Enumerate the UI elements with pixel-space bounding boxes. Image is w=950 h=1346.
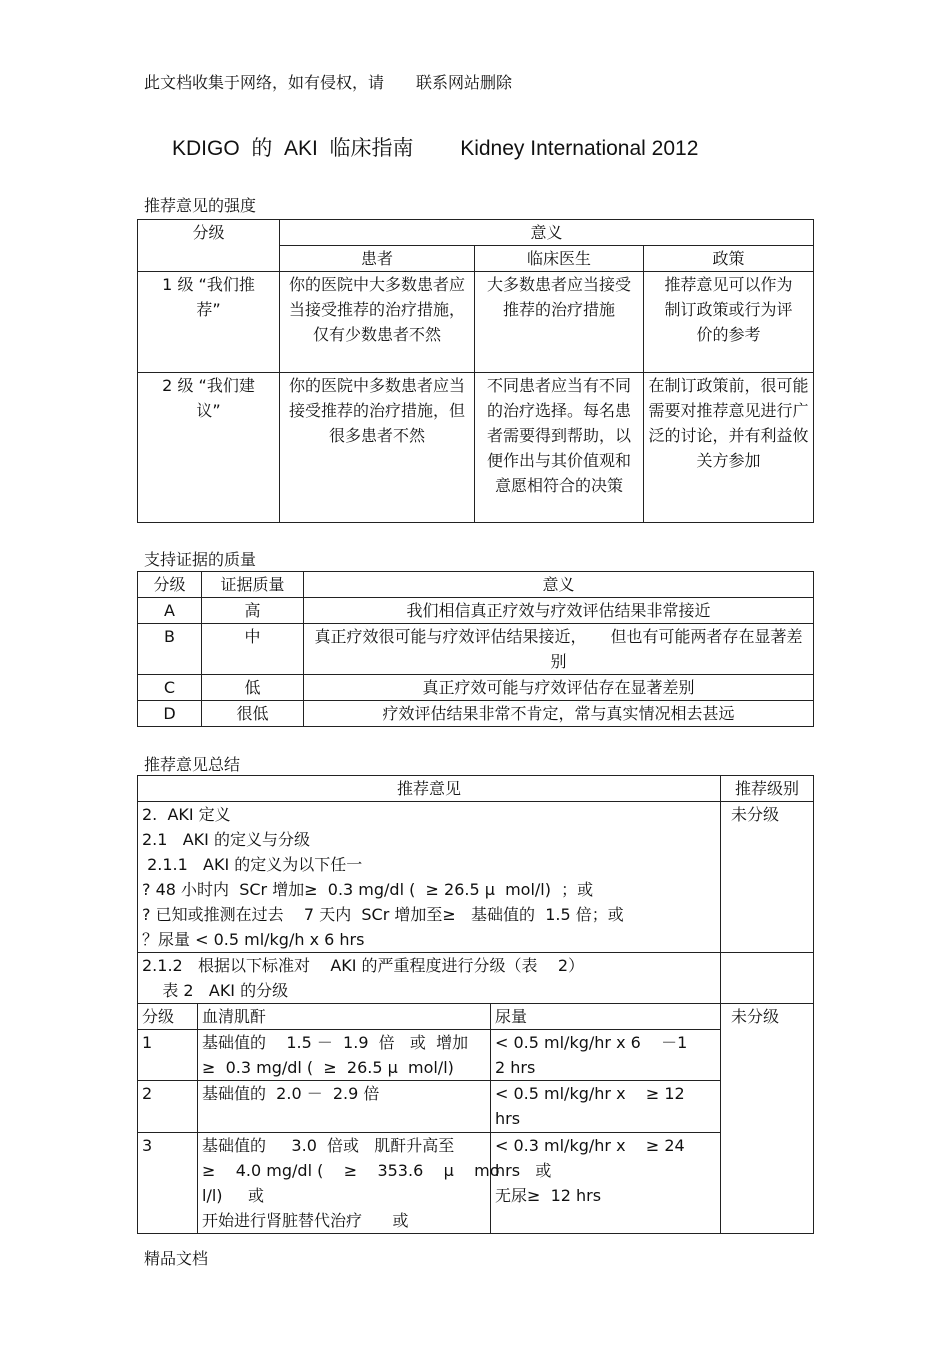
footer-text: 精品文档	[144, 1249, 209, 1268]
header-scr: 血清肌酐	[198, 1004, 491, 1030]
header-recommendation: 推荐意见	[138, 776, 721, 802]
patient-cell: 你的医院中大多数患者应当接受推荐的治疗措施，仅有少数患者不然	[280, 272, 475, 373]
meaning-cell: 我们相信真正疗效与疗效评估结果非常接近	[304, 598, 814, 624]
policy-cell: 推荐意见可以作为制订政策或行为评价的参考	[644, 272, 814, 373]
stage-cell: 1	[138, 1030, 198, 1081]
aki-staging-intro	[138, 953, 721, 1004]
header-clinician: 临床医生	[475, 246, 644, 272]
grade-cell: 1 级 “我们推荐”	[138, 272, 280, 373]
scr-cell	[198, 1030, 491, 1081]
table-row	[138, 373, 814, 523]
table-row	[138, 1081, 814, 1133]
table-row	[138, 701, 814, 727]
page-title: KDIGO 的 AKI 临床指南 Kidney International 2012	[172, 137, 699, 160]
table-caption: 表 2 AKI 的分级	[142, 981, 289, 1000]
meaning-cell: 真正疗效可能与疗效评估存在显著差别	[304, 675, 814, 701]
level-cell-empty	[721, 953, 814, 1004]
uo-line: 2 hrs	[495, 1058, 536, 1077]
summary-table	[137, 775, 814, 1234]
grade-cell: 2 级 “我们建议”	[138, 373, 280, 523]
definition-line: ？尿量 < 0.5 ml/kg/h x 6 hrs	[142, 930, 365, 949]
scr-line: 基础值的 2.0 － 2.9 倍	[202, 1084, 380, 1103]
staging-line: 2.1.2 根据以下标准对 AKI 的严重程度进行分级（表 2）	[142, 956, 585, 975]
scr-line: l/l) 或	[202, 1186, 264, 1205]
meaning-cell: 真正疗效很可能与疗效评估结果接近， 但也有可能两者存在显著差别	[304, 624, 814, 675]
header-policy: 政策	[644, 246, 814, 272]
header-grade: 分级	[138, 572, 202, 598]
header-urine-output: 尿量	[491, 1004, 721, 1030]
uo-cell	[491, 1133, 721, 1234]
table-row	[138, 598, 814, 624]
header-patient: 患者	[280, 246, 475, 272]
scr-line: 开始进行肾脏替代治疗 或	[202, 1211, 409, 1230]
header-stage: 分级	[138, 1004, 198, 1030]
strength-table	[137, 219, 814, 523]
grade-cell: B	[138, 624, 202, 675]
uo-line: < 0.5 ml/kg/hr x 6 －1	[495, 1033, 688, 1052]
header-note: 此文档收集于网络，如有侵权，请 联系网站删除	[144, 73, 513, 92]
scr-line: 基础值的 1.5 － 1.9 倍 或 增加	[202, 1033, 469, 1052]
scr-cell	[198, 1133, 500, 1234]
evidence-table	[137, 571, 814, 727]
quality-cell: 很低	[202, 701, 304, 727]
definition-line: ? 已知或推测在过去 7 天内 SCr 增加至≥ 基础值的 1.5 倍；或	[142, 905, 624, 924]
scr-line: ≥ 4.0 mg/dl ( ≥ 353.6 μ mo	[202, 1161, 500, 1180]
policy-cell: 在制订政策前，很可能需要对推荐意见进行广泛的讨论，并有利益攸关方参加	[644, 373, 814, 523]
clinician-cell: 大多数患者应当接受推荐的治疗措施	[475, 272, 644, 373]
quality-cell: 低	[202, 675, 304, 701]
definition-line: 2.1 AKI 的定义与分级	[142, 830, 310, 849]
scr-line: ≥ 0.3 mg/dl ( ≥ 26.5 μ mol/l)	[202, 1058, 454, 1077]
section-caption-strength: 推荐意见的强度	[144, 196, 257, 215]
table-row	[138, 272, 814, 373]
uo-line: < 0.5 ml/kg/hr x ≥ 12	[495, 1084, 685, 1103]
definition-line: 2.1.1 AKI 的定义为以下任一	[142, 855, 363, 874]
clinician-cell: 不同患者应当有不同的治疗选择。每名患者需要得到帮助，以便作出与其价值观和意愿相符合的决策	[475, 373, 644, 523]
definition-line: 2. AKI 定义	[142, 805, 231, 824]
uo-line: hrs	[495, 1109, 521, 1128]
grade-cell: A	[138, 598, 202, 624]
header-meaning: 意义	[280, 220, 814, 246]
definition-line: ? 48 小时内 SCr 增加≥ 0.3 mg/dl ( ≥ 26.5 μ mol/l) ；或	[142, 880, 594, 899]
level-cell: 未分级	[721, 802, 814, 953]
scr-line: 基础值的 3.0 倍或 肌酐升高至	[202, 1136, 455, 1155]
header-grade: 分级	[138, 220, 280, 272]
table-row	[138, 624, 814, 675]
uo-cell	[491, 1030, 721, 1081]
table-row	[138, 1133, 814, 1234]
table-row	[138, 1030, 814, 1081]
section-caption-summary: 推荐意见总结	[144, 755, 241, 774]
table-row	[138, 675, 814, 701]
scr-cell	[198, 1081, 491, 1133]
grade-cell: D	[138, 701, 202, 727]
quality-cell: 中	[202, 624, 304, 675]
uo-line: < 0.3 ml/kg/hr x ≥ 24	[495, 1136, 685, 1155]
uo-cell	[491, 1081, 721, 1133]
header-quality: 证据质量	[202, 572, 304, 598]
patient-cell: 你的医院中多数患者应当接受推荐的治疗措施，但很多患者不然	[280, 373, 475, 523]
stage-cell: 2	[138, 1081, 198, 1133]
section-caption-evidence: 支持证据的质量	[144, 550, 257, 569]
quality-cell: 高	[202, 598, 304, 624]
grade-cell: C	[138, 675, 202, 701]
level-cell: 未分级	[721, 1004, 814, 1234]
stage-cell: 3	[138, 1133, 198, 1234]
meaning-cell: 疗效评估结果非常不肯定，常与真实情况相去甚远	[304, 701, 814, 727]
aki-definition-block	[138, 802, 721, 953]
uo-line: hrs 或	[495, 1161, 552, 1180]
uo-line: 无尿≥ 12 hrs	[495, 1186, 602, 1205]
header-level: 推荐级别	[721, 776, 814, 802]
header-meaning: 意义	[304, 572, 814, 598]
